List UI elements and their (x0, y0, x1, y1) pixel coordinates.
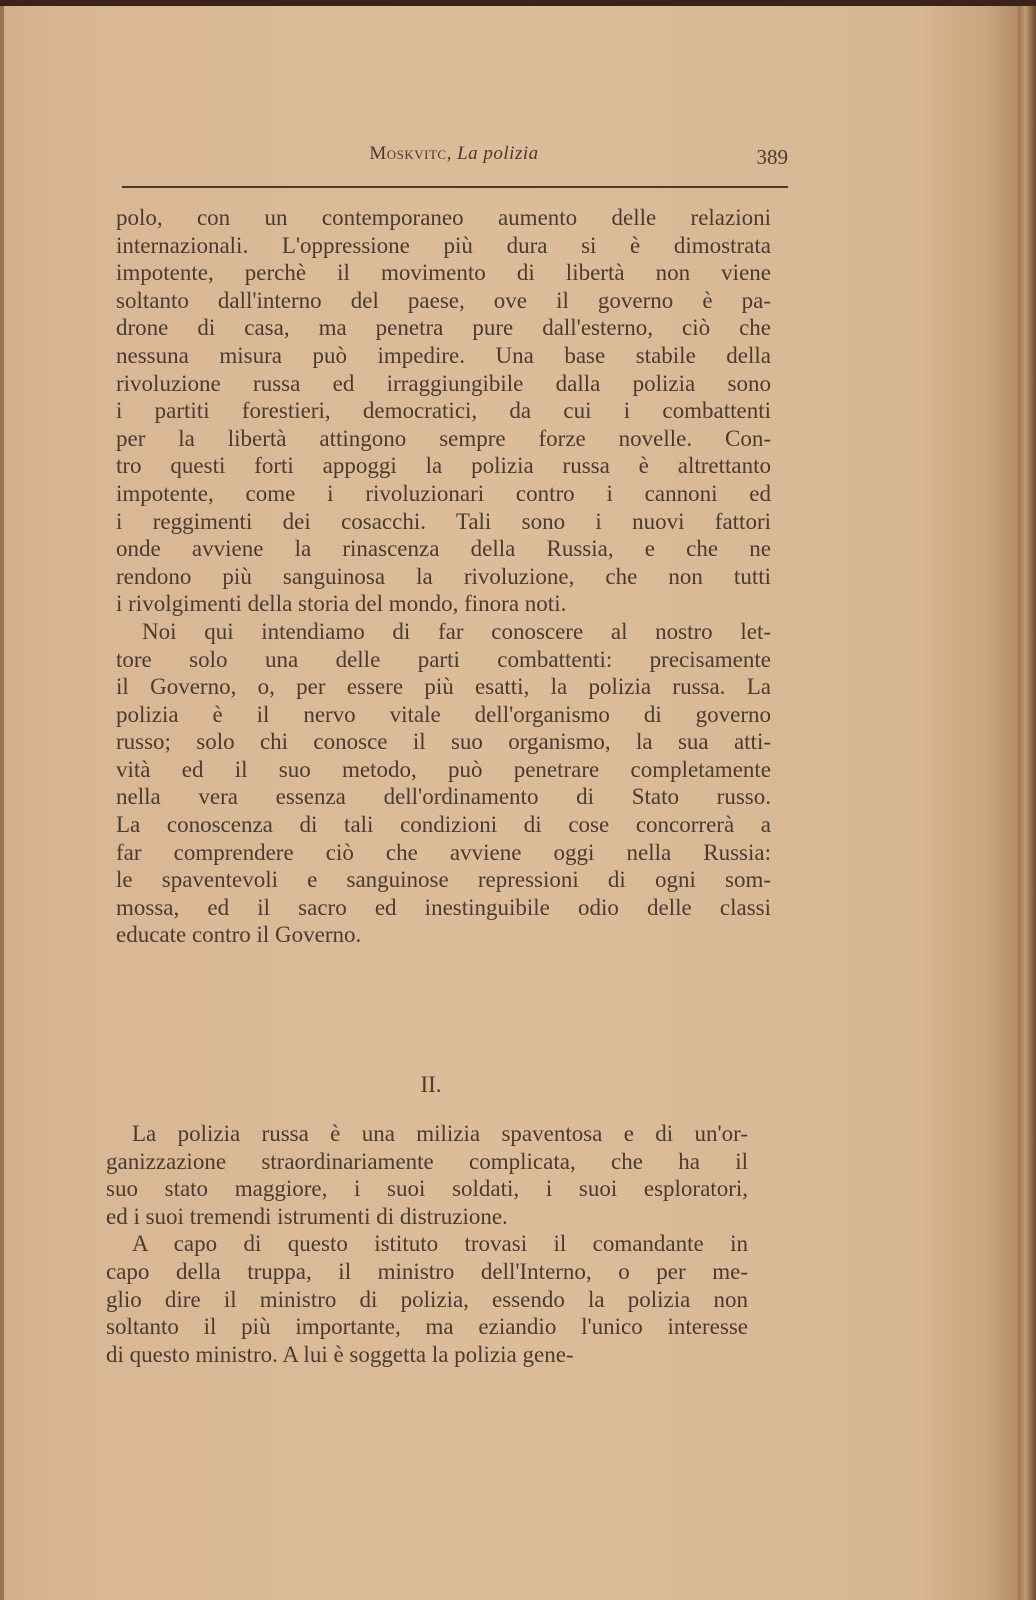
text-line: La conoscenza di tali condizioni di cose concorrerà a (116, 812, 771, 838)
text-line: le spaventevoli e sanguinose repressioni di ogni som- (116, 867, 771, 893)
text-line: far comprendere ciò che avviene oggi nella Russia: (116, 839, 771, 865)
paragraph (106, 1120, 748, 1230)
text-line: glio dire il ministro di polizia, essendo la polizia non (106, 1286, 748, 1312)
text-line: tro questi forti appoggi la polizia russa è altrettanto (116, 453, 771, 479)
text-line: nessuna misura può impedire. Una base stabile della (116, 342, 771, 368)
text-line: A capo di questo istituto trovasi il comandante in (132, 1231, 748, 1257)
header-rule (122, 186, 788, 188)
text-line: capo della truppa, il ministro dell'Interno, o per me- (106, 1258, 748, 1284)
text-line: rendono più sanguinosa la rivoluzione, che non tutti (116, 563, 771, 589)
text-line: La polizia russa è una milizia spaventosa e di un'or- (132, 1121, 748, 1146)
text-line: soltanto il più importante, ma eziandio l'unico interesse (106, 1314, 748, 1340)
text-line: il Governo, o, per essere più esatti, la polizia russa. La (116, 674, 771, 700)
paragraph (116, 204, 771, 618)
header-work-title: La polizia (457, 143, 539, 164)
text-line: rivoluzione russa ed irraggiungibile dalla polizia sono (116, 370, 771, 396)
page-number: 389 (756, 145, 788, 169)
text-line: soltanto dall'interno del paese, ove il governo è pa- (116, 287, 771, 313)
text-line: internazionali. L'oppressione più dura si è dimostrata (116, 232, 771, 258)
text-line: onde avviene la rinascenza della Russia, e che ne (116, 536, 771, 562)
text-line: impotente, perchè il movimento di libertà non viene (116, 260, 771, 286)
running-header (120, 143, 788, 175)
text-line: di questo ministro. A lui è soggetta la polizia gene- (106, 1341, 574, 1367)
text-line: ed i suoi tremendi istrumenti di distruzione. (106, 1203, 508, 1229)
text-line: per la libertà attingono sempre forze novelle. Con- (116, 425, 771, 451)
text-line: tore solo una delle parti combattenti: precisamente (116, 646, 771, 672)
paragraph (106, 1230, 748, 1368)
book-gutter (1018, 6, 1036, 1600)
page-left-edge (0, 6, 4, 1600)
text-line: Noi qui intendiamo di far conoscere al nostro let- (142, 618, 771, 644)
text-line: drone di casa, ma penetra pure dall'esterno, ciò che (116, 315, 771, 341)
body-text-top (116, 204, 771, 949)
header-author: Moskvitc (369, 143, 447, 164)
text-line: ganizzazione straordinariamente complicata, che ha il (106, 1148, 748, 1174)
text-line: polizia è il nervo vitale dell'organismo di governo (116, 701, 771, 727)
paragraph (116, 618, 771, 949)
text-line: polo, con un contemporaneo aumento delle relazioni (116, 205, 771, 230)
text-line: educate contro il Governo. (116, 922, 362, 948)
section-heading: II. (420, 1072, 442, 1097)
text-line: vità ed il suo metodo, può penetrare completamente (116, 756, 771, 782)
text-line: impotente, come i rivoluzionari contro i cannoni ed (116, 480, 771, 506)
text-line: i partiti forestieri, democratici, da cui i combattenti (116, 398, 771, 424)
text-line: i rivolgimenti della storia del mondo, finora noti. (116, 591, 567, 617)
running-title: Moskvitc, La polizia (369, 143, 539, 164)
text-line: i reggimenti dei cosacchi. Tali sono i nuovi fattori (116, 508, 771, 534)
text-line: suo stato maggiore, i suoi soldati, i suoi esploratori, (106, 1176, 748, 1202)
body-text-bottom (106, 1120, 748, 1368)
text-line: russo; solo chi conosce il suo organismo, la sua atti- (116, 729, 771, 755)
text-line: mossa, ed il sacro ed inestinguibile odio delle classi (116, 894, 771, 920)
text-line: nella vera essenza dell'ordinamento di Stato russo. (116, 784, 771, 810)
